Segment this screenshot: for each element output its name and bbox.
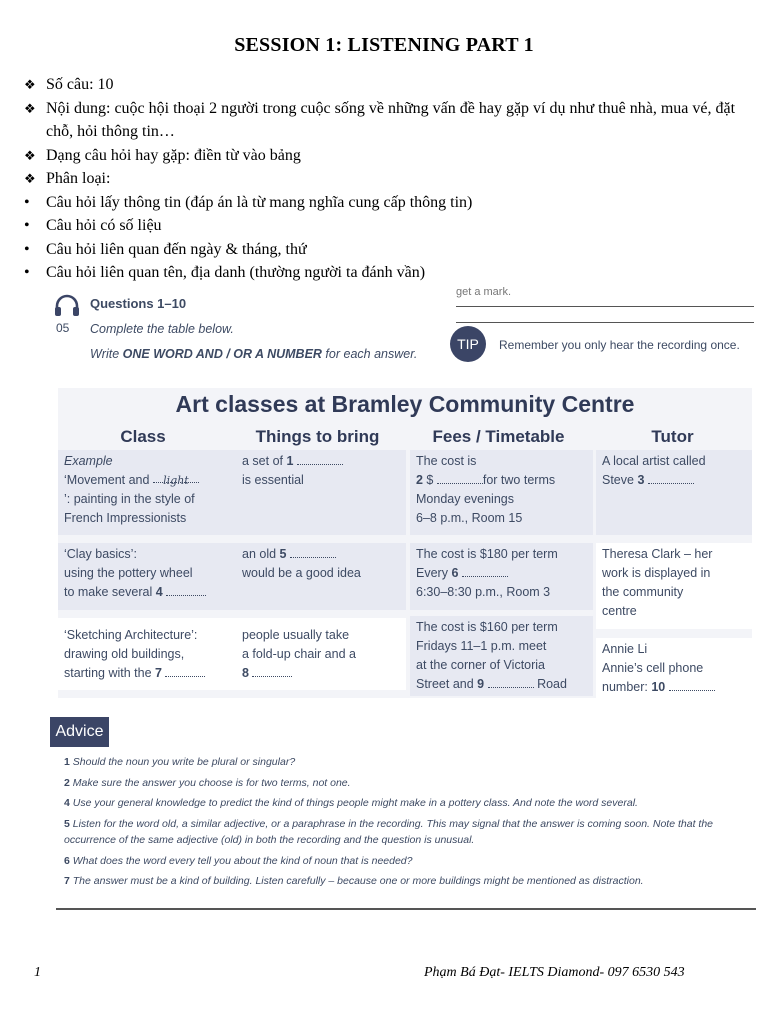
- cell-line: [416, 564, 587, 583]
- note-text: Số câu: 10: [46, 76, 114, 93]
- answer-gap[interactable]: [290, 546, 336, 558]
- instruction-text: for each answer.: [321, 347, 418, 361]
- advice-item: [64, 873, 754, 890]
- cell-text: Steve: [602, 473, 638, 487]
- answer-gap[interactable]: [166, 584, 206, 596]
- note-text: Câu hỏi liên quan đến ngày & tháng, thứ: [46, 240, 307, 258]
- note-item: [24, 261, 744, 285]
- gap-number: 5: [279, 547, 287, 561]
- advice-number: 2: [64, 776, 70, 789]
- note-item: [24, 191, 744, 215]
- cell-text: ‘Movement and: [64, 473, 153, 487]
- bullet-icon: •: [24, 240, 30, 258]
- cell-line: 6:30–8:30 p.m., Room 3: [416, 585, 551, 599]
- advice-number: 6: [64, 854, 70, 867]
- cell-line: Fridays 11–1 p.m. meet: [416, 639, 547, 653]
- note-item: [24, 167, 744, 191]
- gap-number: 7: [155, 666, 162, 680]
- cell-line: [64, 471, 230, 490]
- bullet-icon: •: [24, 217, 30, 234]
- example-label: Example: [64, 454, 113, 468]
- track-number: 05: [56, 321, 70, 335]
- advice-text: What does the word every tell you about the kind of noun that is needed?: [69, 854, 413, 867]
- bullet-icon: •: [24, 264, 30, 281]
- gap-number: 1: [286, 454, 294, 468]
- answer-gap[interactable]: [297, 453, 343, 465]
- note-item: [24, 238, 744, 262]
- cell-line: [242, 452, 400, 471]
- note-text: Câu hỏi có số liệu: [46, 217, 162, 234]
- advice-text: Should the noun you write be plural or singular?: [69, 756, 296, 768]
- cell-line: [242, 664, 400, 683]
- advice-item: [64, 754, 754, 771]
- answer-gap[interactable]: [648, 472, 694, 484]
- advice-text: Use your general knowledge to predict the kind of things people might make in a pottery class. And note the word several.: [69, 797, 638, 809]
- cell-line: Theresa Clark – her: [602, 547, 713, 561]
- bullet-icon: •: [24, 193, 30, 211]
- cell-line: using the pottery wheel: [64, 566, 193, 580]
- advice-item: [64, 775, 754, 792]
- note-text: Câu hỏi lấy thông tin (đáp án là từ mang nghĩa cung cấp thông tin): [46, 193, 473, 211]
- cell-line: A local artist called: [602, 454, 706, 468]
- answer-gap[interactable]: [462, 565, 508, 577]
- cell-text: number:: [602, 680, 652, 694]
- cell-line: [64, 583, 230, 602]
- cell-text: Every: [416, 566, 452, 580]
- instruction-text: Write: [90, 347, 123, 361]
- table-cell: [236, 543, 406, 610]
- answer-gap[interactable]: [252, 665, 292, 677]
- footer-credit: Phạm Bá Đạt- IELTS Diamond- 097 6530 543: [424, 965, 685, 980]
- table-cell: [410, 543, 593, 610]
- cell-text: an old: [242, 547, 280, 561]
- diamond-bullet-icon: ❖: [24, 171, 36, 186]
- cell-text: starting with the: [64, 666, 156, 680]
- cell-line: Annie Li: [602, 642, 648, 656]
- page-title: SESSION 1: LISTENING PART 1: [234, 34, 534, 56]
- cell-line: The cost is: [416, 454, 477, 468]
- cell-line: [602, 678, 746, 697]
- answer-gap[interactable]: [669, 679, 715, 691]
- note-text: Nội dung: cuộc hội thoại 2 người trong cuộc sống về những vấn đề hay gặp ví dụ như thuê nhà, mua vé, đặt chỗ, hỏi thông tin…: [46, 99, 736, 140]
- questions-label: Questions 1–10: [90, 296, 187, 311]
- cell-line: ‘Sketching Architecture’:: [64, 628, 198, 642]
- advice-number: 7: [64, 875, 70, 887]
- advice-item: [64, 795, 754, 812]
- table-cell: [58, 618, 236, 690]
- diamond-bullet-icon: ❖: [24, 147, 36, 163]
- cell-line: Monday evenings: [416, 492, 514, 506]
- note-item: [24, 97, 744, 144]
- tip-text: Remember you only hear the recording once.: [499, 338, 740, 352]
- table-cell: [596, 543, 752, 629]
- cell-line: 6–8 p.m., Room 15: [416, 511, 523, 525]
- cell-line: centre: [602, 604, 637, 618]
- answer-gap[interactable]: [437, 472, 483, 484]
- cell-line: drawing old buildings,: [64, 647, 185, 661]
- note-item: [24, 73, 744, 97]
- table-cell: [58, 450, 236, 535]
- gap-number: 10: [651, 680, 666, 694]
- instruction-emphasis: ONE WORD AND / OR A NUMBER: [122, 347, 322, 361]
- gap-number: 8: [242, 666, 249, 680]
- cell-line: [242, 545, 400, 564]
- divider: [456, 306, 754, 307]
- cell-line: French Impressionists: [64, 511, 187, 525]
- gap-number: 4: [155, 585, 163, 599]
- table-cell: [236, 618, 406, 690]
- table-cell: [596, 638, 752, 698]
- note-item: [24, 214, 744, 238]
- table-cell: [596, 450, 752, 535]
- advice-item: [64, 816, 754, 849]
- cell-line: work is displayed in: [602, 566, 711, 580]
- cell-text: to make several: [64, 585, 156, 599]
- intro-notes: [24, 73, 744, 285]
- tip-box: [448, 324, 754, 364]
- cell-line: ’: painting in the style of: [64, 492, 195, 506]
- table-cell: [236, 450, 406, 535]
- advice-number: 1: [64, 756, 70, 768]
- note-text: Câu hỏi liên quan tên, địa danh (thường người ta đánh vần): [46, 264, 426, 281]
- note-text: Phân loại:: [46, 170, 111, 187]
- advice-number: 5: [64, 817, 70, 830]
- tip-badge: TIP: [450, 326, 486, 362]
- advice-number: 4: [64, 797, 70, 809]
- cell-line: the community: [602, 585, 684, 599]
- advice-list: [64, 754, 754, 894]
- cell-line: ‘Clay basics’:: [64, 547, 137, 561]
- gap-number: 3: [637, 473, 645, 487]
- cropped-text: get a mark.: [456, 286, 512, 298]
- cell-line: [64, 664, 230, 683]
- cell-text: $: [422, 473, 434, 487]
- advice-text: Listen for the word old, a similar adjective, or a paraphrase in the recording. This may signal that the answer is coming soon. Note that the occurrence of the same adjective (old) in both the recording and the question is unusual.: [64, 817, 714, 846]
- cell-line: The cost is $180 per term: [416, 547, 558, 561]
- textbook-excerpt: [50, 286, 756, 912]
- advice-text: Make sure the answer you choose is for two terms, not one.: [69, 776, 351, 789]
- instruction-line-2: [90, 347, 417, 361]
- cell-text: a set of: [242, 454, 287, 468]
- notes-table: [58, 388, 752, 698]
- gap-number: 2: [416, 473, 423, 487]
- table-cell: [410, 616, 593, 696]
- cell-line: [416, 471, 587, 490]
- cell-line: would be a good idea: [242, 566, 361, 580]
- table-cell: [58, 543, 236, 610]
- cell-line: people usually take: [242, 628, 350, 642]
- advice-label: Advice: [50, 717, 109, 747]
- cell-text: Street and: [416, 677, 478, 691]
- cell-line: The cost is $160 per term: [416, 620, 558, 634]
- column-header-tutor: Tutor: [651, 427, 694, 446]
- column-header-things: Things to bring: [255, 427, 380, 446]
- answer-gap[interactable]: [488, 676, 534, 688]
- advice-text: The answer must be a kind of building. Listen carefully – because one or more buildings might be mentioned as distraction.: [69, 875, 644, 887]
- cell-text: for two terms: [482, 473, 556, 487]
- column-header-fees: Fees / Timetable: [432, 427, 565, 446]
- gap-number: 6: [451, 566, 459, 580]
- page-number: 1: [34, 965, 41, 980]
- note-item: [24, 144, 744, 168]
- column-header-class: Class: [120, 427, 166, 446]
- note-text: Dạng câu hỏi hay gặp: điền từ vào bảng: [46, 146, 301, 164]
- cell-text: Road: [533, 677, 567, 691]
- diamond-bullet-icon: ❖: [24, 100, 36, 116]
- advice-item: [64, 853, 754, 870]
- cell-line: [602, 471, 746, 490]
- diamond-bullet-icon: ❖: [24, 77, 36, 92]
- headphones-icon: [54, 294, 80, 318]
- cell-line: [416, 675, 587, 694]
- divider: [456, 322, 754, 323]
- gap-number: 9: [477, 677, 485, 691]
- cell-line: at the corner of Victoria: [416, 658, 546, 672]
- cell-line: Annie’s cell phone: [602, 661, 704, 675]
- table-cell: [410, 450, 593, 535]
- instruction-line-1: Complete the table below.: [90, 322, 234, 336]
- cell-line: a fold-up chair and a: [242, 647, 356, 661]
- divider: [56, 908, 756, 910]
- cell-line: is essential: [242, 473, 304, 487]
- answer-gap[interactable]: [165, 665, 205, 677]
- table-title: Art classes at Bramley Community Centre: [175, 391, 635, 417]
- example-answer: light: [153, 471, 199, 483]
